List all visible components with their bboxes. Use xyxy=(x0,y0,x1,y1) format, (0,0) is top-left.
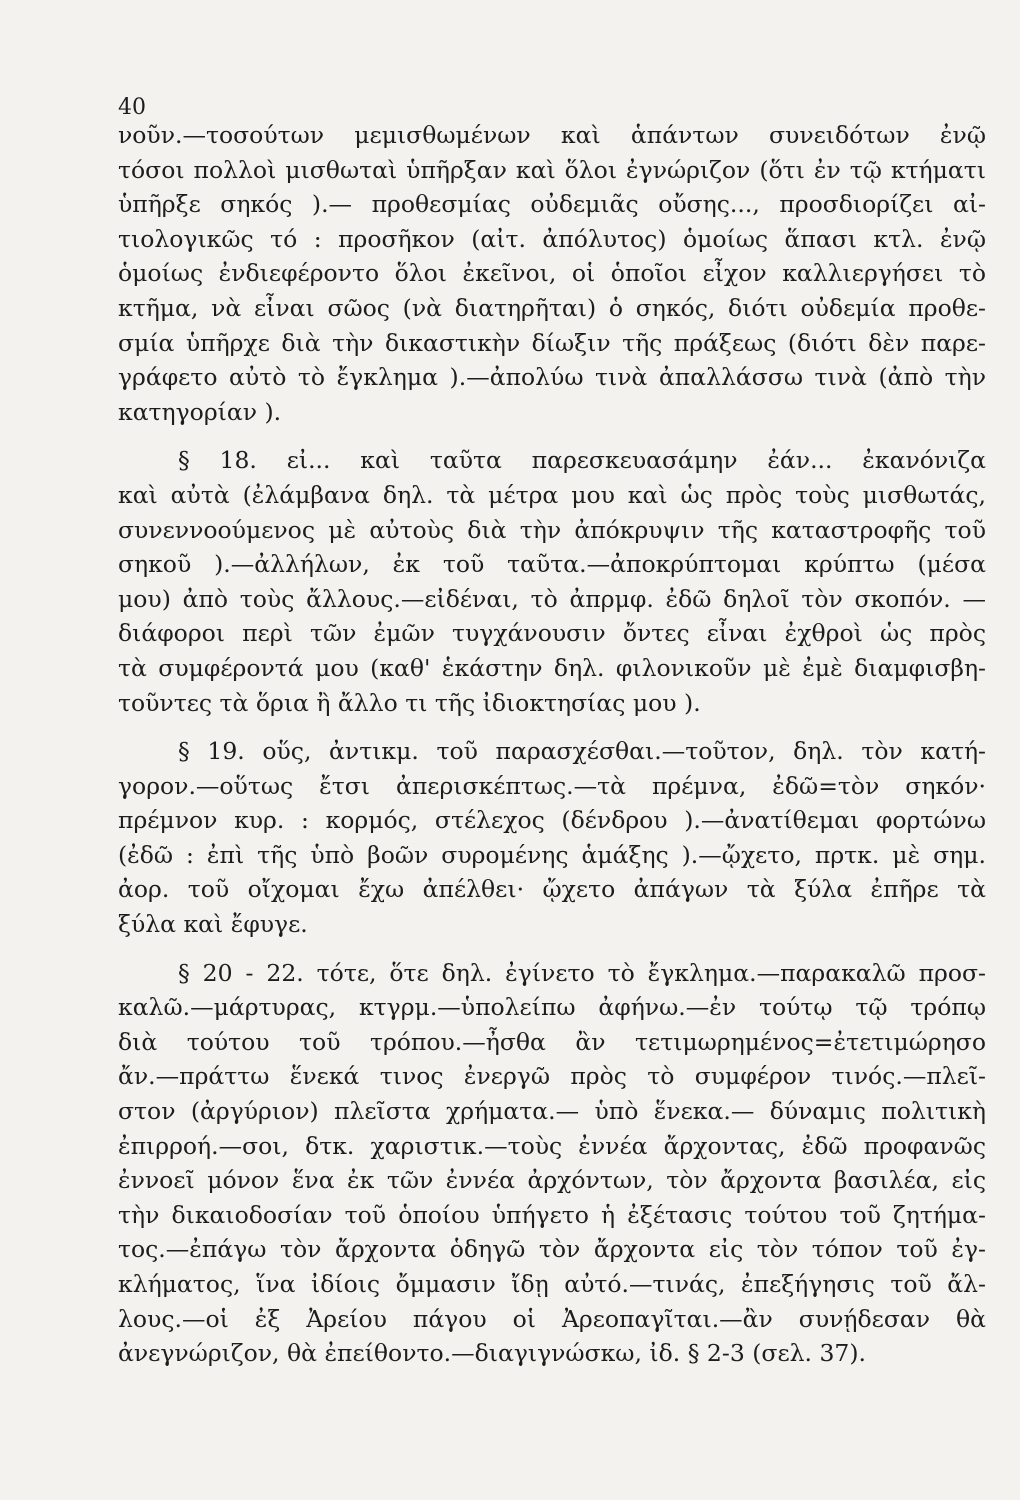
text-line: καὶ αὐτὰ (ἐλάμβανα δηλ. τὰ μέτρα μου καὶ ὡς πρὸς τοὺς μισθωτάς, xyxy=(118,480,986,509)
text-line: τος.—ἐπάγω τὸν ἄρχοντα ὁδηγῶ τὸν ἄρχοντα εἰς τὸν τόπον τοῦ ἐγ- xyxy=(118,1235,986,1264)
text-line: ἄν.—πράττω ἕνεκά τινος ἐνεργῶ πρὸς τὸ συμφέρον τινός.—πλεῖ- xyxy=(118,1062,986,1091)
text-line: ἀορ. τοῦ οἴχομαι ἔχω ἀπέλθει· ᾤχετο ἀπάγων τὰ ξύλα ἐπῆρε τὰ xyxy=(118,875,986,904)
text-line: τόσοι πολλοὶ μισθωταὶ ὑπῆρξαν καὶ ὅλοι ἐγνώριζον (ὅτι ἐν τῷ κτήματι xyxy=(118,155,986,184)
text-line: (ἐδῶ : ἐπὶ τῆς ὑπὸ βοῶν συρομένης ἁμάξης ).—ᾤχετο, πρτκ. μὲ σημ. xyxy=(118,840,986,869)
text-line: διὰ τούτου τοῦ τρόπου.—ἦσθα ἂν τετιμωρημένος=ἐτετιμώρησο xyxy=(118,1027,986,1056)
text-line: τὴν δικαιοδοσίαν τοῦ ὁποίου ὑπήγετο ἡ ἐξέτασις τούτου τοῦ ζητήμα- xyxy=(118,1200,986,1229)
text-line: νοῦν.—τοσούτων μεμισθωμένων καὶ ἁπάντων συνειδότων ἐνῷ xyxy=(118,121,986,149)
text-line: τὰ συμφέροντά μου (καθ' ἑκάστην δηλ. φιλονικοῦν μὲ ἐμὲ διαμφισβη- xyxy=(118,653,986,682)
text-line: ὑπῆρξε σηκός ).— προθεσμίας οὐδεμιᾶς οὔσης..., προσδιορίζει αἰ- xyxy=(118,190,986,219)
section-19-heading-line: § 19. οὕς, ἀντικμ. τοῦ παρασχέσθαι.—τοῦτον, δηλ. τὸν κατή- xyxy=(178,737,986,766)
text-line: πρέμνον κυρ. : κορμός, στέλεχος (δένδρου ).—ἀνατίθεμαι φορτώνω xyxy=(118,806,986,835)
text-line: ἐπιρροή.—σοι, δτκ. χαριστικ.—τοὺς ἐννέα ἄρχοντας, ἐδῶ προφανῶς xyxy=(118,1131,986,1160)
text-line: ἀνεγνώριζον, θὰ ἐπείθοντο.—διαγιγνώσκω, ἰδ. § 2-3 (σελ. 37). xyxy=(118,1339,867,1368)
text-line: ξύλα καὶ ἔφυγε. xyxy=(118,910,308,939)
text-line: ἐννοεῖ μόνον ἕνα ἐκ τῶν ἐννέα ἀρχόντων, τὸν ἄρχοντα βασιλέα, εἰς xyxy=(118,1166,986,1195)
text-line: κλήματος, ἵνα ἰδίοις ὄμμασιν ἴδῃ αὐτό.—τινάς, ἐπεξήγησις τοῦ ἄλ- xyxy=(118,1270,986,1298)
section-18-heading-line: § 18. εἰ... καὶ ταῦτα παρεσκευασάμην ἐάν... ἐκανόνιζα xyxy=(178,446,986,475)
text-line: κατηγορίαν ). xyxy=(118,397,282,426)
text-line: διάφοροι περὶ τῶν ἐμῶν τυγχάνουσιν ὄντες εἶναι ἐχθροὶ ὡς πρὸς xyxy=(118,619,986,648)
text-line: κτῆμα, νὰ εἶναι σῶος (νὰ διατηρῆται) ὁ σηκός, διότι οὐδεμία προθε- xyxy=(118,293,986,322)
text-line: σηκοῦ ).—ἀλλήλων, ἐκ τοῦ ταῦτα.—ἀποκρύπτομαι κρύπτω (μέσα xyxy=(118,550,986,579)
section-20-22-heading-line: § 20 - 22. τότε, ὅτε δηλ. ἐγίνετο τὸ ἔγκλημα.—παρακαλῶ προσ- xyxy=(178,958,986,987)
text-line: τοῦντες τὰ ὅρια ἢ ἄλλο τι τῆς ἰδιοκτησίας μου ). xyxy=(118,688,701,717)
page-number: 40 xyxy=(118,95,146,120)
text-line: συνεννοούμενος μὲ αὐτοὺς διὰ τὴν ἀπόκρυψιν τῆς καταστροφῆς τοῦ xyxy=(118,515,986,544)
text-line: καλῶ.—μάρτυρας, κτγρμ.—ὑπολείπω ἀφήνω.—ἐν τούτῳ τῷ τρόπῳ xyxy=(118,993,986,1022)
text-line: σμία ὑπῆρχε διὰ τὴν δικαστικὴν δίωξιν τῆς πράξεως (διότι δὲν παρε- xyxy=(118,328,986,357)
text-line: μου) ἀπὸ τοὺς ἄλλους.—εἰδέναι, τὸ ἀπρμφ. ἐδῶ δηλοῖ τὸν σκοπόν. — xyxy=(118,584,986,613)
commentary-text xyxy=(118,118,986,1371)
text-line: ὁμοίως ἐνδιεφέροντο ὅλοι ἐκεῖνοι, οἱ ὁποῖοι εἶχον καλλιεργήσει τὸ xyxy=(118,259,986,288)
text-line: γορον.—οὕτως ἔτσι ἀπερισκέπτως.—τὰ πρέμνα, ἐδῶ=τὸν σηκόν· xyxy=(118,771,986,800)
text-line: λους.—οἱ ἐξ Ἀρείου πάγου οἱ Ἀρεοπαγῖται.—ἂν συνῄδεσαν θὰ xyxy=(118,1304,986,1333)
text-line: γράφετο αὐτὸ τὸ ἔγκλημα ).—ἀπολύω τινὰ ἀπαλλάσσω τινὰ (ἀπὸ τὴν xyxy=(118,363,986,392)
text-line: τιολογικῶς τό : προσῆκον (αἰτ. ἀπόλυτος) ὁμοίως ἅπασι κτλ. ἐνῷ xyxy=(118,224,986,253)
text-line: στον (ἀργύριον) πλεῖστα χρήματα.— ὑπὸ ἕνεκα.— δύναμις πολιτικὴ xyxy=(118,1097,986,1126)
